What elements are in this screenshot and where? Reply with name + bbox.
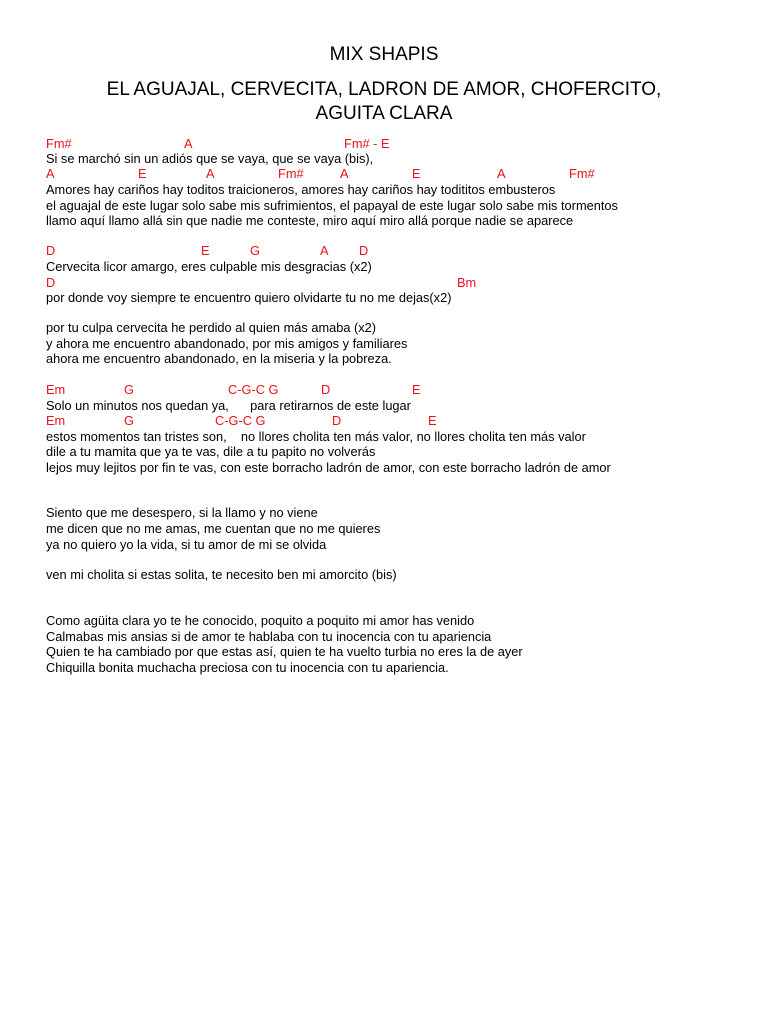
chord: A: [206, 166, 215, 181]
chord: Fm#: [278, 166, 304, 181]
lyric-line: lejos muy lejitos por fin te vas, con este borracho ladrón de amor, con este borracho ladrón de amor: [46, 460, 611, 475]
chord: E: [412, 382, 421, 397]
chord-line: [46, 166, 595, 181]
chord: G: [250, 243, 260, 258]
chord: A: [497, 166, 506, 181]
lyric-line: dile a tu mamita que ya te vas, dile a tu papito no volverás: [46, 444, 376, 459]
lyric-line: ya no quiero yo la vida, si tu amor de mi se olvida: [46, 537, 327, 552]
lyric-line: llamo aquí llamo allá sin que nadie me conteste, miro aquí miro allá porque nadie se aparece: [46, 213, 574, 228]
lyric-line: ahora me encuentro abandonado, en la miseria y la pobreza.: [46, 351, 392, 366]
chord: E: [138, 166, 147, 181]
chord: C-G-C G: [215, 413, 266, 428]
lyric-line: estos momentos tan tristes son, no llores cholita ten más valor, no llores cholita ten más valor: [46, 429, 586, 444]
chord-line: [46, 136, 390, 151]
chord: D: [359, 243, 369, 258]
chord: A: [320, 243, 329, 258]
lyric-line: Siento que me desespero, si la llamo y no viene: [46, 505, 318, 520]
lyric-line: ven mi cholita si estas solita, te necesito ben mi amorcito (bis): [46, 567, 397, 582]
chord: E: [201, 243, 210, 258]
chord: Fm# - E: [344, 136, 390, 151]
chord: E: [412, 166, 421, 181]
chord: A: [340, 166, 349, 181]
chord: G: [124, 413, 134, 428]
chord: E: [428, 413, 437, 428]
chord: Fm#: [569, 166, 595, 181]
lyric-line: Cervecita licor amargo, eres culpable mis desgracias (x2): [46, 259, 372, 274]
chord: Bm: [457, 275, 477, 290]
lyric-line: por tu culpa cervecita he perdido al quien más amaba (x2): [46, 320, 377, 335]
lyric-line: y ahora me encuentro abandonado, por mis amigos y familiares: [46, 336, 408, 351]
chord-line: [46, 382, 421, 397]
chord: A: [184, 136, 193, 151]
lyric-line: Quien te ha cambiado por que estas así, quien te ha vuelto turbia no eres la de ayer: [46, 644, 523, 659]
chord: Fm#: [46, 136, 72, 151]
chord: A: [46, 166, 55, 181]
chord: D: [321, 382, 331, 397]
lyric-line: Chiquilla bonita muchacha preciosa con tu inocencia con tu apariencia.: [46, 660, 449, 675]
chord: Em: [46, 382, 66, 397]
songs-list-line-1: EL AGUAJAL, CERVECITA, LADRON DE AMOR, CHOFERCITO,: [106, 79, 662, 100]
chord-line: [46, 413, 437, 428]
lyric-line: Como agüita clara yo te he conocido, poquito a poquito mi amor has venido: [46, 613, 475, 628]
chord: G: [124, 382, 134, 397]
chord-line: [46, 243, 369, 258]
lyric-line: Calmabas mis ansias si de amor te hablaba con tu inocencia con tu apariencia: [46, 629, 492, 644]
document-title: MIX SHAPIS: [329, 44, 439, 65]
chord-line: [46, 275, 477, 290]
chord: Em: [46, 413, 66, 428]
songs-list-line-2: AGUITA CLARA: [315, 103, 453, 124]
lyric-line: por donde voy siempre te encuentro quiero olvidarte tu no me dejas(x2): [46, 290, 452, 305]
chord: C-G-C G: [228, 382, 279, 397]
lyric-line: Solo un minutos nos quedan ya, para retirarnos de este lugar: [46, 398, 411, 413]
lyric-line: Si se marchó sin un adiós que se vaya, que se vaya (bis),: [46, 151, 374, 166]
lyric-line: me dicen que no me amas, me cuentan que no me quieres: [46, 521, 381, 536]
lyric-line: Amores hay cariños hay toditos traicioneros, amores hay cariños hay todititos embusteros: [46, 182, 556, 197]
chord: D: [46, 243, 56, 258]
chord: D: [332, 413, 342, 428]
chord: D: [46, 275, 56, 290]
lyric-line: el aguajal de este lugar solo sabe mis sufrimientos, el papayal de este lugar solo sabe mis tormentos: [46, 198, 618, 213]
